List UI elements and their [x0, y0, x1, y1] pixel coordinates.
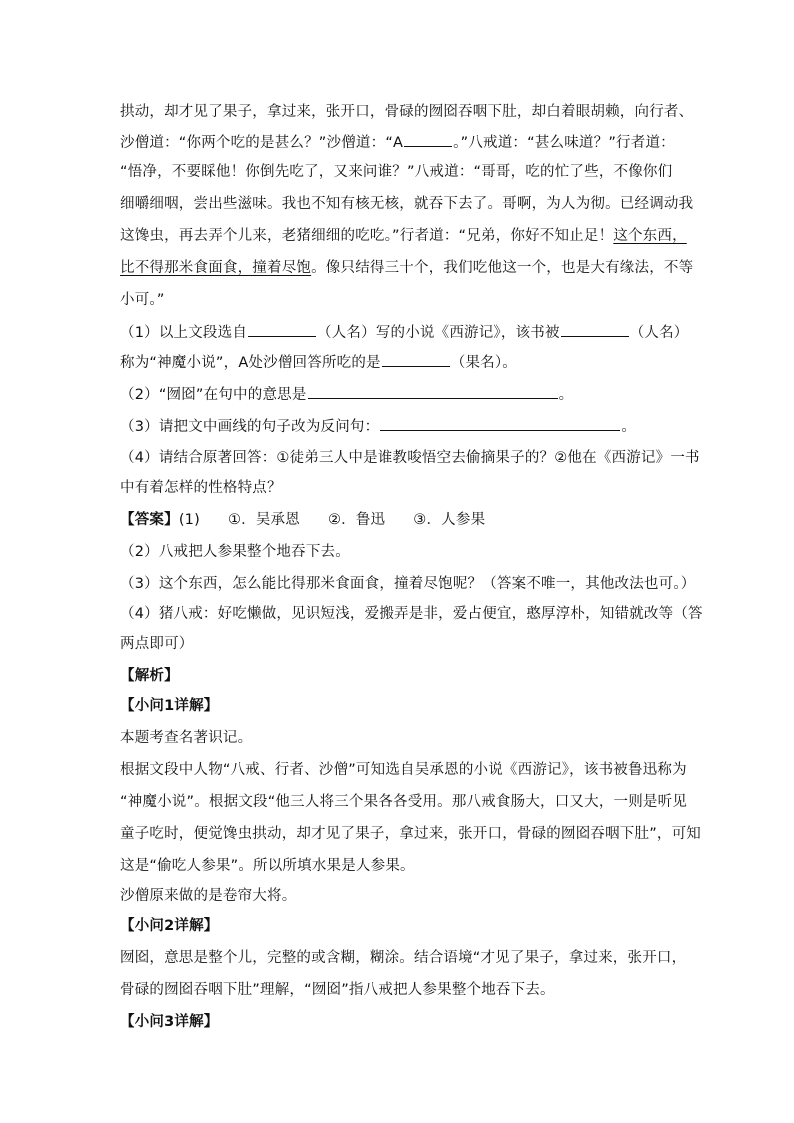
question-1-line-2	[120, 352, 680, 373]
passage-line-2	[120, 132, 680, 153]
passage-line-6	[120, 258, 694, 278]
answer-line-1	[120, 510, 680, 530]
blank-author	[248, 322, 316, 337]
text: （果名）。	[450, 355, 517, 371]
analysis-line-4	[120, 824, 702, 844]
analysis-line-3	[120, 792, 688, 812]
text: 细嚼细咽，尝出些滋味。我也不知有核无核，就吞下去了。哥啊，为人为彻。已经调动我	[120, 196, 694, 212]
sub-question-3-heading	[120, 1012, 680, 1032]
analysis-line-5	[120, 856, 680, 876]
text: (1)	[178, 512, 200, 528]
text: 。	[558, 387, 574, 403]
text: ③．人参果	[413, 512, 486, 528]
text: 骨碌的囫囵吞咽下肚”理解，“囫囵”指八戒把人参果整个地吞下去。	[120, 982, 555, 998]
text: （3）请把文中画线的句子改为反问句：	[120, 419, 380, 435]
text: 本题考查名著识记。	[120, 730, 253, 746]
passage-line-7	[120, 290, 680, 310]
text: （1）以上文段选自	[120, 325, 248, 341]
text: （2）八戒把人参果整个地吞下去。	[120, 544, 350, 560]
blank-critic	[561, 322, 629, 337]
text: ①．吴承恩	[227, 512, 300, 528]
text: （人名）写的小说《西游记》，该书被	[317, 325, 560, 341]
analysis-label	[120, 666, 680, 686]
answer-line-2	[120, 542, 680, 562]
text: （2）“囫囵”在句中的意思是	[120, 387, 307, 403]
sub-question-1-heading	[120, 696, 680, 716]
passage-line-3	[120, 162, 680, 182]
text: 拱动，却才见了果子，拿过来，张开口，骨碌的囫囵吞咽下肚，却白着眼胡赖，向行者、	[120, 104, 694, 120]
text: 称为“神魔小说”，A处沙僧回答所吃的是	[120, 355, 381, 371]
underlined-sentence-part-2: 比不得那米食面食，撞着尽饱	[120, 260, 312, 276]
analysis-line-7	[120, 948, 687, 968]
text: “神魔小说”。根据文段“他三人将三个果各各受用。那八戒食肠大，口又大，一则是听见	[120, 794, 688, 810]
question-4-line-2	[120, 478, 680, 498]
text: “悟净，不要睬他！你倒先吃了，又来问谁？”八戒道：“哥哥，吃的忙了些，不像你们	[120, 164, 673, 180]
question-3	[120, 416, 680, 437]
question-1-line-1	[120, 322, 689, 343]
underlined-sentence-part-1: 这个东西，	[613, 228, 687, 244]
text: 【小问3详解】	[120, 1014, 219, 1030]
analysis-line-6	[120, 886, 680, 906]
text: ②．鲁迅	[327, 512, 386, 528]
answer-line-3	[120, 574, 696, 594]
text: 这是“偷吃人参果”。所以所填水果是人参果。	[120, 858, 415, 874]
answer-label: 【答案】	[120, 512, 179, 528]
answer-line-4	[120, 604, 703, 624]
text: 小可。”	[120, 292, 165, 308]
sub-question-2-heading	[120, 916, 680, 936]
blank-fruit	[382, 352, 450, 367]
text: （4）请结合原著回答：①徒弟三人中是谁教唆悟空去偷摘果子的？②他在《西游记》一书	[120, 450, 700, 466]
passage-line-1	[120, 102, 694, 122]
text: 两点即可）	[120, 636, 194, 652]
text: （人名）	[629, 325, 689, 341]
analysis-line-2	[120, 760, 687, 780]
text: 囫囵，意思是整个儿，完整的或含糊，糊涂。结合语境“才见了果子，拿过来，张开口，	[120, 950, 687, 966]
text: 中有着怎样的性格特点？	[120, 480, 282, 496]
text: 童子吃时，便觉馋虫拱动，却才见了果子，拿过来，张开口，骨碌的囫囵吞咽下肚”，可知	[120, 826, 702, 842]
question-2	[120, 384, 680, 405]
text: 沙僧原来做的是卷帘大将。	[120, 888, 297, 904]
analysis-line-1	[120, 728, 680, 748]
blank-a	[404, 132, 452, 147]
text: 根据文段中人物“八戒、行者、沙僧”可知选自吴承恩的小说《西游记》，该书被鲁迅称为	[120, 762, 687, 778]
text: 。像只结得三十个，我们吃他这一个，也是大有缘法，不等	[311, 260, 694, 276]
blank-rhetorical	[380, 416, 620, 431]
text: 【小问2详解】	[120, 918, 219, 934]
question-4-line-1	[120, 448, 700, 468]
passage-line-5	[120, 226, 687, 246]
text: 。”八戒道：“甚么味道？”行者道：	[453, 135, 675, 151]
text: 【小问1详解】	[120, 698, 219, 714]
blank-meaning	[308, 384, 558, 399]
text: （4）猪八戒：好吃懒做，见识短浅，爱搬弄是非，爱占便宜，憨厚淳朴，知错就改等（答	[120, 606, 703, 622]
text: 【解析】	[120, 668, 179, 684]
text: 这馋虫，再去弄个儿来，老猪细细的吃吃。”行者道：“兄弟，你好不知止足！	[120, 228, 614, 244]
text: （3）这个东西，怎么能比得那米食面食，撞着尽饱呢？（答案不唯一，其他改法也可。）	[120, 576, 696, 592]
answer-line-5	[120, 634, 680, 654]
text: 沙僧道：“你两个吃的是甚么？”沙僧道：“A	[120, 135, 404, 151]
passage-line-4	[120, 194, 694, 214]
analysis-line-8	[120, 980, 680, 1000]
text: 。	[621, 419, 637, 435]
